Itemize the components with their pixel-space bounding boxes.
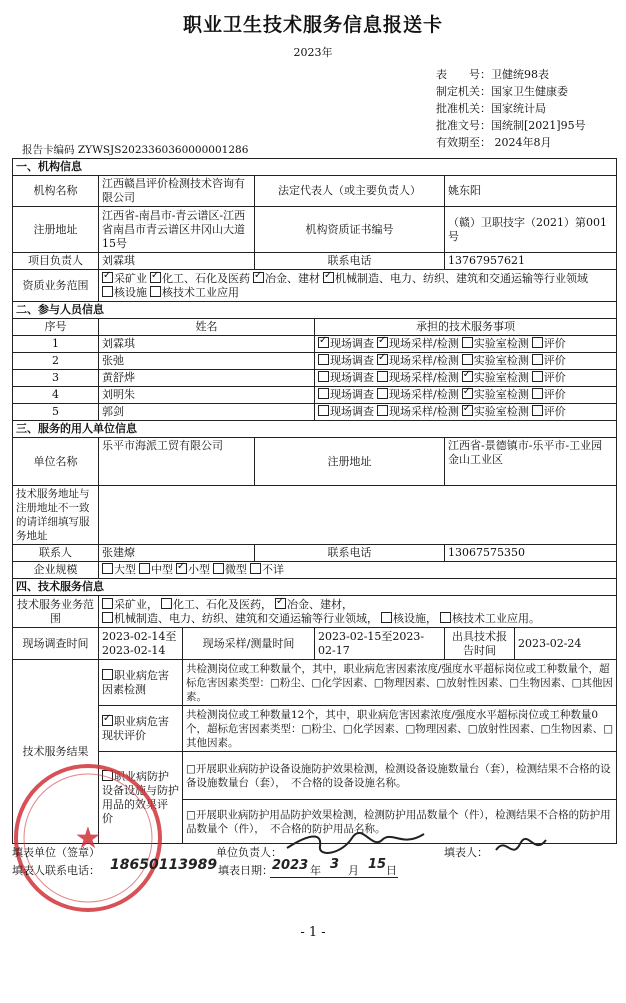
checkbox-icon[interactable]	[462, 354, 473, 365]
page-title: 职业卫生技术服务信息报送卡	[182, 14, 443, 36]
staff-tasks	[315, 336, 617, 353]
checkbox-icon[interactable]	[102, 563, 113, 574]
checkbox-icon[interactable]	[318, 405, 329, 416]
staff-no: 4	[13, 387, 99, 404]
checked-checkbox-icon[interactable]	[462, 371, 473, 382]
staff-task-option[interactable]	[377, 337, 459, 350]
result-type-option-3-label: 职业病防护设备设施与防护用品的效果评价	[102, 769, 179, 825]
staff-name: 刘霖琪	[99, 336, 315, 353]
service-scope-option-5[interactable]	[381, 612, 437, 625]
qualification-option-5-label: 核设施	[114, 285, 147, 299]
staff-name: 郭剑	[99, 404, 315, 421]
org-name: 江西赣昌评价检测技术咨询有限公司	[99, 176, 255, 207]
checkbox-icon[interactable]	[532, 371, 543, 382]
valid-until: 有效期至： 2024年8月	[436, 136, 552, 149]
client-address: 江西省-景德镇市-乐平市-工业园金山工业区	[445, 438, 617, 486]
qualification-option-1[interactable]	[102, 272, 147, 285]
checkbox-icon[interactable]	[377, 388, 388, 399]
checkbox-icon[interactable]	[381, 612, 392, 623]
fill-date-label: 填表日期：	[218, 864, 273, 877]
size-option-1[interactable]	[102, 563, 136, 576]
size-option-3-label: 小型	[188, 563, 210, 576]
project-lead-label: 项目负责人	[13, 253, 99, 270]
qualification-scope-options	[99, 270, 617, 302]
size-option-5-label: 不详	[262, 563, 284, 576]
staff-task-option-label: 现场采样/检测	[389, 405, 459, 418]
checkbox-icon[interactable]	[318, 354, 329, 365]
staff-task-option-label: 评价	[543, 405, 566, 418]
staff-task-option[interactable]	[377, 354, 459, 367]
service-scope-label: 技术服务业务范围	[13, 596, 99, 628]
staff-no: 5	[13, 404, 99, 421]
staff-tasks	[315, 370, 617, 387]
checkbox-icon[interactable]	[213, 563, 224, 574]
checked-checkbox-icon[interactable]	[318, 337, 329, 348]
org-address: 江西省-南昌市-青云谱区-江西省南昌市青云谱区井冈山大道15号	[99, 207, 255, 253]
org-seal-label: 填表单位（签章）	[12, 846, 100, 859]
staff-no: 1	[13, 336, 99, 353]
staff-task-option[interactable]	[318, 371, 374, 384]
staff-no: 3	[13, 370, 99, 387]
staff-row	[13, 353, 617, 370]
checked-checkbox-icon[interactable]	[377, 354, 388, 365]
section-client-info: 三、服务的用人单位信息	[13, 421, 617, 438]
staff-row	[13, 336, 617, 353]
staff-task-option-label: 现场调查	[330, 371, 374, 384]
service-scope-option-2[interactable]	[161, 598, 272, 611]
staff-tasks	[315, 387, 617, 404]
service-scope-option-4[interactable]	[102, 612, 378, 625]
org-phone-label: 联系电话	[255, 253, 445, 270]
staff-task-option[interactable]	[318, 354, 374, 367]
checkbox-icon[interactable]	[532, 388, 543, 399]
staff-tasks	[315, 404, 617, 421]
staff-tasks	[315, 353, 617, 370]
approving-authority: 批准机关：国家统计局	[436, 102, 546, 115]
filler-phone-label: 填表人联系电话：	[12, 864, 100, 877]
qualification-option-3[interactable]	[253, 272, 320, 285]
staff-task-option[interactable]	[462, 371, 529, 384]
staff-col-name: 姓名	[99, 319, 315, 336]
staff-task-option[interactable]	[318, 337, 374, 350]
issuing-authority: 制定机关：国家卫生健康委	[436, 85, 568, 98]
qualification-option-4-label: 机械制造、电力、纺织、建筑和交通运输等行业领域	[335, 271, 588, 285]
checkbox-icon[interactable]	[102, 598, 113, 609]
service-scope-options	[99, 596, 617, 628]
size-option-4-label: 微型	[225, 563, 247, 576]
staff-task-option[interactable]	[377, 388, 459, 401]
cert-number: （赣）卫职技字（2021）第001号	[445, 207, 617, 253]
checkbox-icon[interactable]	[318, 371, 329, 382]
staff-col-no: 序号	[13, 319, 99, 336]
result-type-option-1[interactable]	[102, 669, 169, 696]
checkbox-icon[interactable]	[102, 669, 113, 680]
staff-task-option[interactable]	[532, 337, 566, 350]
client-contact-label: 联系人	[13, 545, 99, 562]
unit-head-label: 单位负责人：	[216, 846, 282, 859]
staff-name: 张弛	[99, 353, 315, 370]
qualification-scope-label: 资质业务范围	[13, 270, 99, 302]
svg-text:★: ★	[74, 821, 102, 856]
checkbox-icon[interactable]	[161, 598, 172, 609]
survey-time: 2023-02-14至2023-02-14	[99, 628, 183, 660]
checkbox-icon[interactable]	[532, 405, 543, 416]
section-service-info: 四、技术服务信息	[13, 579, 617, 596]
qualification-option-3-label: 冶金、建材	[265, 271, 320, 285]
staff-task-option-label: 现场采样/检测	[389, 354, 459, 367]
date-underline	[270, 877, 398, 878]
result-type-option-2[interactable]	[102, 715, 169, 742]
staff-task-option[interactable]	[532, 371, 566, 384]
service-address	[99, 486, 617, 545]
size-option-4[interactable]	[213, 563, 247, 576]
checked-checkbox-icon[interactable]	[462, 388, 473, 399]
result-type-option-2-label: 职业病危害现状评价	[102, 714, 169, 742]
staff-row	[13, 387, 617, 404]
service-scope-option-5-label: 核设施，	[393, 611, 437, 625]
result-protective-gear-text: □开展职业病防护用品防护效果检测，检测防护用品数量个（件），检测结果不合格的防护用品数量个（件）， 不合格的防护用品名称。	[183, 800, 617, 844]
result-status-evaluation	[99, 706, 183, 752]
client-phone-label: 联系电话	[255, 545, 445, 562]
service-scope-option-1[interactable]	[102, 598, 158, 611]
staff-task-option[interactable]	[377, 405, 459, 418]
filler-label: 填表人：	[444, 846, 488, 859]
org-phone: 13767957621	[445, 253, 617, 270]
filler-phone: 18650113989	[110, 857, 218, 873]
staff-task-option[interactable]	[532, 354, 566, 367]
fill-date-year: 2023	[272, 858, 309, 873]
checkbox-icon[interactable]	[377, 371, 388, 382]
staff-task-option-label: 现场采样/检测	[389, 371, 459, 384]
checked-checkbox-icon[interactable]	[253, 272, 264, 283]
result-protection-equipment-text: □开展职业病防护设备设施防护效果检测，检测设备设施数量台（套），检测结果不合格的设备设施数量台（套）， 不合格的设备设施名称。	[183, 752, 617, 800]
service-scope-option-4-label: 机械制造、电力、纺织、建筑和交通运输等行业领域，	[114, 611, 378, 625]
cert-number-label: 机构资质证书编号	[255, 207, 445, 253]
staff-task-option[interactable]	[462, 405, 529, 418]
staff-task-option-label: 现场调查	[330, 337, 374, 350]
staff-task-option-label: 现场调查	[330, 354, 374, 367]
staff-task-option-label: 评价	[543, 337, 566, 350]
checkbox-icon[interactable]	[440, 612, 451, 623]
staff-name: 刘明朱	[99, 387, 315, 404]
section-staff-info: 二、参与人员信息	[13, 302, 617, 319]
official-seal	[12, 762, 164, 914]
checked-checkbox-icon[interactable]	[176, 563, 187, 574]
checkbox-icon[interactable]	[102, 612, 113, 623]
checkbox-icon[interactable]	[250, 563, 261, 574]
client-address-label: 注册地址	[255, 438, 445, 486]
sampling-time-label: 现场采样/测量时间	[183, 628, 315, 660]
legal-rep-label: 法定代表人（或主要负责人）	[255, 176, 445, 207]
enterprise-size-options	[99, 562, 617, 579]
survey-time-label: 现场调查时间	[13, 628, 99, 660]
staff-task-option-label: 评价	[543, 371, 566, 384]
result-status-evaluation-text: 共检测岗位或工种数量12个，其中，职业病危害因素浓度/强度水平超标岗位或工种数量0个，超标危害因素类型：□粉尘、□化学因素、□物理因素、□放射性因素、□生物因素、□其他因素。	[183, 706, 617, 752]
size-option-2[interactable]	[139, 563, 173, 576]
checkbox-icon[interactable]	[532, 354, 543, 365]
page-number: - 1 -	[300, 925, 326, 940]
staff-task-option[interactable]	[462, 337, 529, 350]
staff-task-option[interactable]	[377, 371, 459, 384]
client-contact: 张建燎	[99, 545, 255, 562]
staff-col-tasks: 承担的技术服务事项	[315, 319, 617, 336]
form-number: 表 号：卫健统98表	[436, 68, 549, 81]
fill-date-day: 15	[368, 857, 387, 872]
checkbox-icon[interactable]	[150, 286, 161, 297]
checkbox-icon[interactable]	[102, 286, 113, 297]
service-scope-option-6-label: 核技术工业应用。	[452, 611, 540, 625]
staff-task-option-label: 现场调查	[330, 405, 374, 418]
size-option-2-label: 中型	[151, 563, 173, 576]
qualification-option-1-label: 采矿业	[114, 271, 147, 285]
result-hazard-detection-text: 共检测岗位或工种数量个，其中，职业病危害因素浓度/强度水平超标岗位或工种数量个，超标危害因素类型：□粉尘、□化学因素、□物理因素、□放射性因素、□生物因素、□其他因素。	[183, 660, 617, 706]
filler-signature	[492, 832, 552, 862]
staff-task-option-label: 实验室检测	[473, 354, 529, 367]
qualification-option-6[interactable]	[150, 286, 239, 299]
org-address-label: 注册地址	[13, 207, 99, 253]
staff-task-option-label: 实验室检测	[473, 388, 529, 401]
staff-task-option-label: 现场采样/检测	[389, 337, 459, 350]
checkbox-icon[interactable]	[462, 337, 473, 348]
staff-task-option-label: 评价	[543, 354, 566, 367]
checked-checkbox-icon[interactable]	[102, 715, 113, 726]
qualification-option-6-label: 核技术工业应用	[162, 285, 239, 299]
checkbox-icon[interactable]	[139, 563, 150, 574]
service-result-label: 技术服务结果	[13, 660, 99, 844]
service-scope-option-6[interactable]	[440, 612, 540, 625]
report-form-table	[12, 158, 617, 844]
checked-checkbox-icon[interactable]	[462, 405, 473, 416]
checked-checkbox-icon[interactable]	[150, 272, 161, 283]
approval-number: 批准文号：国统制[2021]95号	[436, 119, 586, 132]
staff-task-option[interactable]	[462, 354, 529, 367]
qualification-option-5[interactable]	[102, 286, 147, 299]
staff-task-option[interactable]	[532, 405, 566, 418]
client-phone: 13067575350	[445, 545, 617, 562]
enterprise-size-label: 企业规模	[13, 562, 99, 579]
fill-date-year-suffix: 年	[310, 864, 321, 877]
size-option-1-label: 大型	[114, 563, 136, 576]
checkbox-icon[interactable]	[377, 405, 388, 416]
report-time: 2023-02-24	[515, 628, 617, 660]
section-org-info: 一、机构信息	[13, 159, 617, 176]
report-card-code: 报告卡编码 ZYWSJS2023360360000001286	[22, 144, 249, 156]
staff-task-option-label: 现场采样/检测	[389, 388, 459, 401]
service-scope-option-1-label: 采矿业，	[114, 597, 158, 611]
report-year: 2023年	[293, 46, 333, 59]
staff-task-option-label: 实验室检测	[473, 405, 529, 418]
checked-checkbox-icon[interactable]	[377, 337, 388, 348]
fill-date-month-suffix: 月	[348, 864, 359, 877]
project-lead: 刘霖琪	[99, 253, 255, 270]
result-hazard-detection	[99, 660, 183, 706]
service-scope-option-2-label: 化工、石化及医药，	[173, 597, 272, 611]
staff-task-option-label: 实验室检测	[473, 371, 529, 384]
client-name: 乐平市海派工贸有限公司	[99, 438, 255, 486]
size-option-5[interactable]	[250, 563, 284, 576]
checked-checkbox-icon[interactable]	[102, 272, 113, 283]
staff-task-option[interactable]	[462, 388, 529, 401]
qualification-option-4[interactable]	[323, 272, 588, 285]
staff-name: 黄舒烨	[99, 370, 315, 387]
qualification-option-2-label: 化工、石化及医药	[162, 271, 250, 285]
checked-checkbox-icon[interactable]	[275, 598, 286, 609]
staff-task-option[interactable]	[532, 388, 566, 401]
checkbox-icon[interactable]	[318, 388, 329, 399]
legal-rep: 姚东阳	[445, 176, 617, 207]
fill-date-month: 3	[330, 857, 340, 872]
result-type-option-1-label: 职业病危害因素检测	[102, 668, 169, 696]
checkbox-icon[interactable]	[532, 337, 543, 348]
qualification-option-2[interactable]	[150, 272, 250, 285]
service-scope-option-3-label: 冶金、建材，	[287, 597, 353, 611]
checked-checkbox-icon[interactable]	[323, 272, 334, 283]
size-option-3[interactable]	[176, 563, 210, 576]
staff-row	[13, 404, 617, 421]
staff-task-option-label: 现场调查	[330, 388, 374, 401]
fill-date-day-suffix: 日	[386, 864, 397, 877]
staff-task-option[interactable]	[318, 405, 374, 418]
sampling-time: 2023-02-15至2023-02-17	[315, 628, 445, 660]
service-scope-option-3[interactable]	[275, 598, 353, 611]
staff-task-option[interactable]	[318, 388, 374, 401]
report-time-label: 出具技术报告时间	[445, 628, 515, 660]
staff-row	[13, 370, 617, 387]
staff-task-option-label: 评价	[543, 388, 566, 401]
staff-task-option-label: 实验室检测	[473, 337, 529, 350]
service-address-label: 技术服务地址与注册地址不一致的请详细填写服务地址	[13, 486, 99, 545]
client-name-label: 单位名称	[13, 438, 99, 486]
staff-no: 2	[13, 353, 99, 370]
org-name-label: 机构名称	[13, 176, 99, 207]
